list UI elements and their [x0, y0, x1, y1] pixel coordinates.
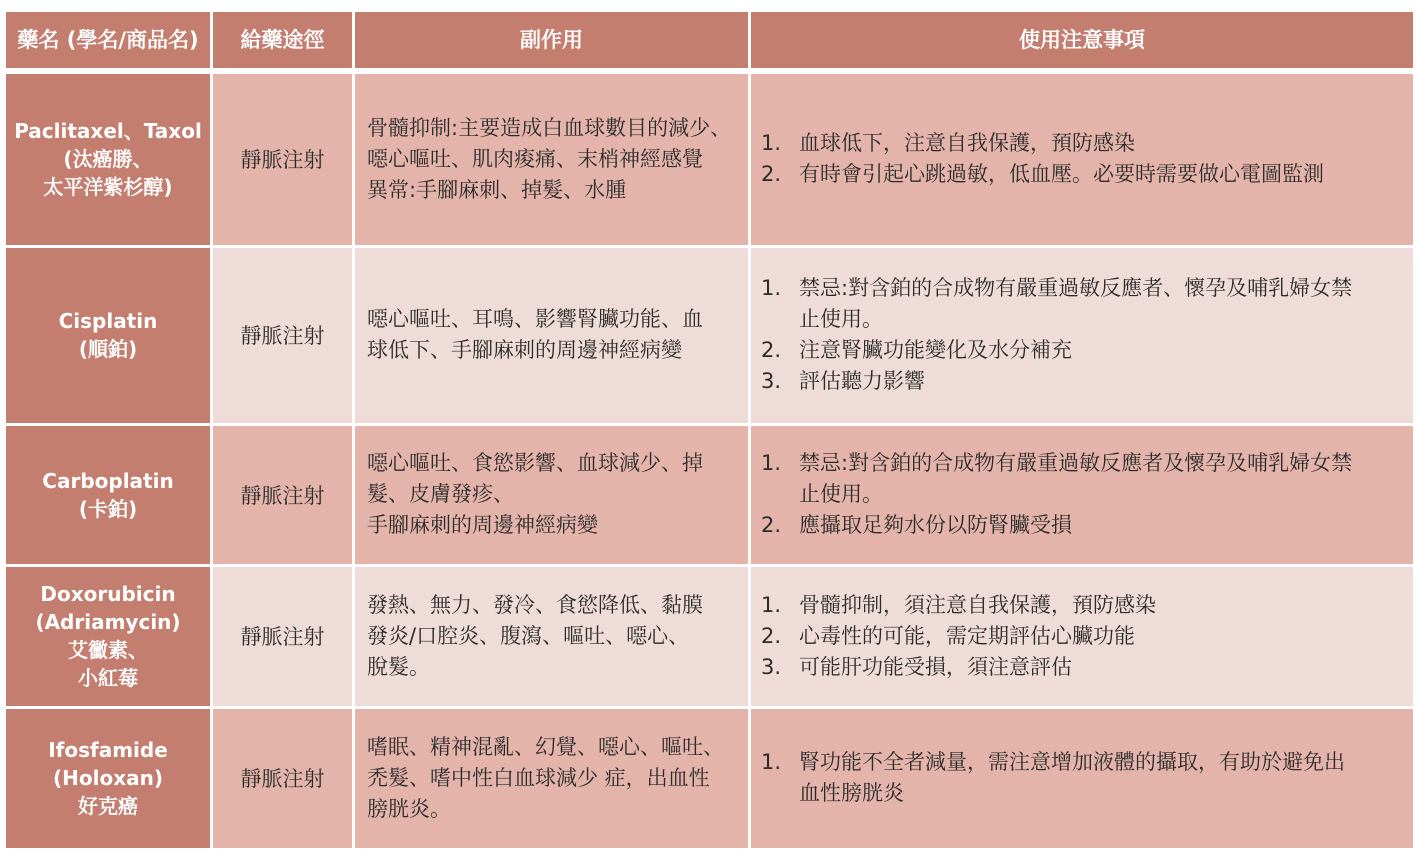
- drug-name-line: 小紅莓: [78, 666, 138, 690]
- notes-list: [761, 273, 1403, 397]
- side-effects-cell: [354, 424, 750, 565]
- notes-list: [761, 128, 1403, 190]
- note-number: 3.: [761, 654, 782, 679]
- side-effect-line: 髮、皮膚發疹、: [367, 482, 514, 506]
- note-text-line: 止使用。: [799, 482, 883, 506]
- note-text: [799, 652, 1403, 683]
- note-text: [799, 590, 1403, 621]
- notes-cell: [750, 71, 1415, 246]
- notes-cell: [750, 246, 1415, 424]
- drug-name-line: 好克癌: [78, 794, 138, 818]
- route-cell: 靜脈注射: [212, 707, 354, 849]
- note-text-line: 血球低下，注意自我保護，預防感染: [799, 131, 1135, 156]
- drug-name-line: Carboplatin: [42, 468, 174, 493]
- header-row: [5, 11, 1415, 72]
- route-cell: 靜脈注射: [212, 424, 354, 565]
- side-effects-cell: [354, 707, 750, 849]
- drug-name-line: 艾黴素、: [68, 638, 148, 662]
- drug-name-cell: [5, 71, 212, 246]
- note-number: 1.: [761, 131, 782, 156]
- note-number: 2.: [761, 513, 782, 537]
- route-cell: 靜脈注射: [212, 71, 354, 246]
- drug-name-line: (汰癌勝、: [63, 147, 153, 172]
- drug-name-line: Ifosfamide: [48, 738, 168, 762]
- drug-name-line: Paclitaxel、Taxol: [14, 119, 202, 144]
- note-item: [761, 366, 1403, 397]
- side-effect-line: 骨髓抑制:主要造成白血球數目的減少、: [367, 115, 732, 140]
- note-text-line: 禁忌:對含鉑的合成物有嚴重過敏反應者及懷孕及哺乳婦女禁: [799, 451, 1353, 475]
- notes-cell: [750, 424, 1415, 565]
- drug-name-line: (順鉑): [78, 337, 138, 361]
- note-number: 1.: [761, 592, 782, 617]
- side-effect-line: 噁心嘔吐、肌肉痠痛、末梢神經感覺: [367, 146, 703, 171]
- note-number: 3.: [761, 369, 782, 393]
- note-text: [799, 448, 1403, 510]
- table-row: [5, 246, 1415, 424]
- side-effect-line: 噁心嘔吐、耳鳴、影響腎臟功能、血: [367, 307, 703, 331]
- side-effect-line: 嗜眠、精神混亂、幻覺、噁心、嘔吐、: [367, 734, 724, 759]
- note-text-line: 應攝取足夠水份以防腎臟受損: [799, 513, 1072, 537]
- drug-name-cell: [5, 424, 212, 565]
- note-text-line: 評估聽力影響: [799, 369, 925, 393]
- header-notes: 使用注意事項: [750, 11, 1415, 72]
- route-cell: 靜脈注射: [212, 246, 354, 424]
- side-effect-line: 發炎/口腔炎、腹瀉、嘔吐、噁心、: [367, 623, 690, 648]
- header-name-line2: (學名/商品名): [66, 28, 199, 52]
- note-number: 2.: [761, 338, 782, 362]
- side-effect-line: 球低下、手腳麻刺的周邊神經病變: [367, 338, 682, 362]
- drug-name-line: (Holoxan): [53, 766, 163, 790]
- drug-name-line: Cisplatin: [58, 309, 158, 333]
- note-text-line: 可能肝功能受損，須注意評估: [799, 654, 1072, 679]
- note-text-line: 血性膀胱炎: [799, 781, 904, 805]
- note-text: [799, 366, 1403, 397]
- drug-name-line: Doxorubicin: [40, 582, 176, 606]
- header-side-effects: 副作用: [354, 11, 750, 72]
- table-row: [5, 707, 1415, 849]
- header-drug-name: [5, 11, 212, 72]
- drug-name-line: (卡鉑): [78, 496, 138, 521]
- drug-name-cell: [5, 246, 212, 424]
- side-effect-line: 異常:手腳麻刺、掉髮、水腫: [367, 177, 627, 202]
- notes-list: [761, 590, 1403, 683]
- note-item: [761, 335, 1403, 366]
- notes-list: [761, 448, 1403, 541]
- note-number: 1.: [761, 276, 782, 300]
- note-text-line: 心毒性的可能，需定期評估心臟功能: [799, 623, 1135, 648]
- table-row: [5, 424, 1415, 565]
- side-effect-line: 脫髮。: [367, 654, 430, 679]
- side-effect-line: 發熱、無力、發冷、食慾降低、黏膜: [367, 592, 703, 617]
- side-effects-cell: [354, 71, 750, 246]
- drug-table: [3, 9, 1416, 851]
- note-item: [761, 159, 1403, 190]
- note-text-line: 注意腎臟功能變化及水分補充: [799, 338, 1072, 362]
- table-row: [5, 565, 1415, 707]
- note-item: [761, 621, 1403, 652]
- note-text: [799, 128, 1403, 159]
- note-text-line: 骨髓抑制，須注意自我保護，預防感染: [799, 592, 1156, 617]
- note-number: 2.: [761, 623, 782, 648]
- note-number: 2.: [761, 162, 782, 187]
- note-text: [799, 335, 1403, 366]
- note-item: [761, 652, 1403, 683]
- note-number: 1.: [761, 750, 782, 774]
- side-effect-line: 膀胱炎。: [367, 796, 451, 821]
- header-name-line1: 藥名: [17, 28, 60, 52]
- route-cell: 靜脈注射: [212, 565, 354, 707]
- drug-name-line: (Adriamycin): [35, 610, 181, 634]
- header-route: 給藥途徑: [212, 11, 354, 72]
- side-effect-line: 噁心嘔吐、食慾影響、血球減少、掉: [367, 451, 703, 475]
- note-text: [799, 510, 1403, 541]
- notes-cell: [750, 707, 1415, 849]
- drug-name-cell: [5, 565, 212, 707]
- side-effects-cell: [354, 246, 750, 424]
- notes-list: [761, 747, 1403, 809]
- note-item: [761, 128, 1403, 159]
- note-item: [761, 273, 1403, 335]
- note-text-line: 止使用。: [799, 307, 883, 331]
- note-text: [799, 621, 1403, 652]
- notes-cell: [750, 565, 1415, 707]
- note-item: [761, 448, 1403, 510]
- note-text-line: 禁忌:對含鉑的合成物有嚴重過敏反應者、懷孕及哺乳婦女禁: [799, 276, 1353, 300]
- table-row: [5, 71, 1415, 246]
- note-text: [799, 747, 1403, 809]
- note-item: [761, 747, 1403, 809]
- drug-name-cell: [5, 707, 212, 849]
- note-text: [799, 273, 1403, 335]
- note-item: [761, 590, 1403, 621]
- note-text: [799, 159, 1403, 190]
- side-effect-line: 手腳麻刺的周邊神經病變: [367, 513, 598, 537]
- note-text-line: 有時會引起心跳過敏，低血壓。必要時需要做心電圖監測: [799, 162, 1324, 187]
- note-text-line: 腎功能不全者減量，需注意增加液體的攝取，有助於避免出: [799, 750, 1345, 774]
- note-number: 1.: [761, 451, 782, 475]
- drug-name-line: 太平洋紫杉醇): [43, 175, 173, 200]
- side-effects-cell: [354, 565, 750, 707]
- note-item: [761, 510, 1403, 541]
- side-effect-line: 禿髮、嗜中性白血球減少 症，出血性: [367, 765, 710, 790]
